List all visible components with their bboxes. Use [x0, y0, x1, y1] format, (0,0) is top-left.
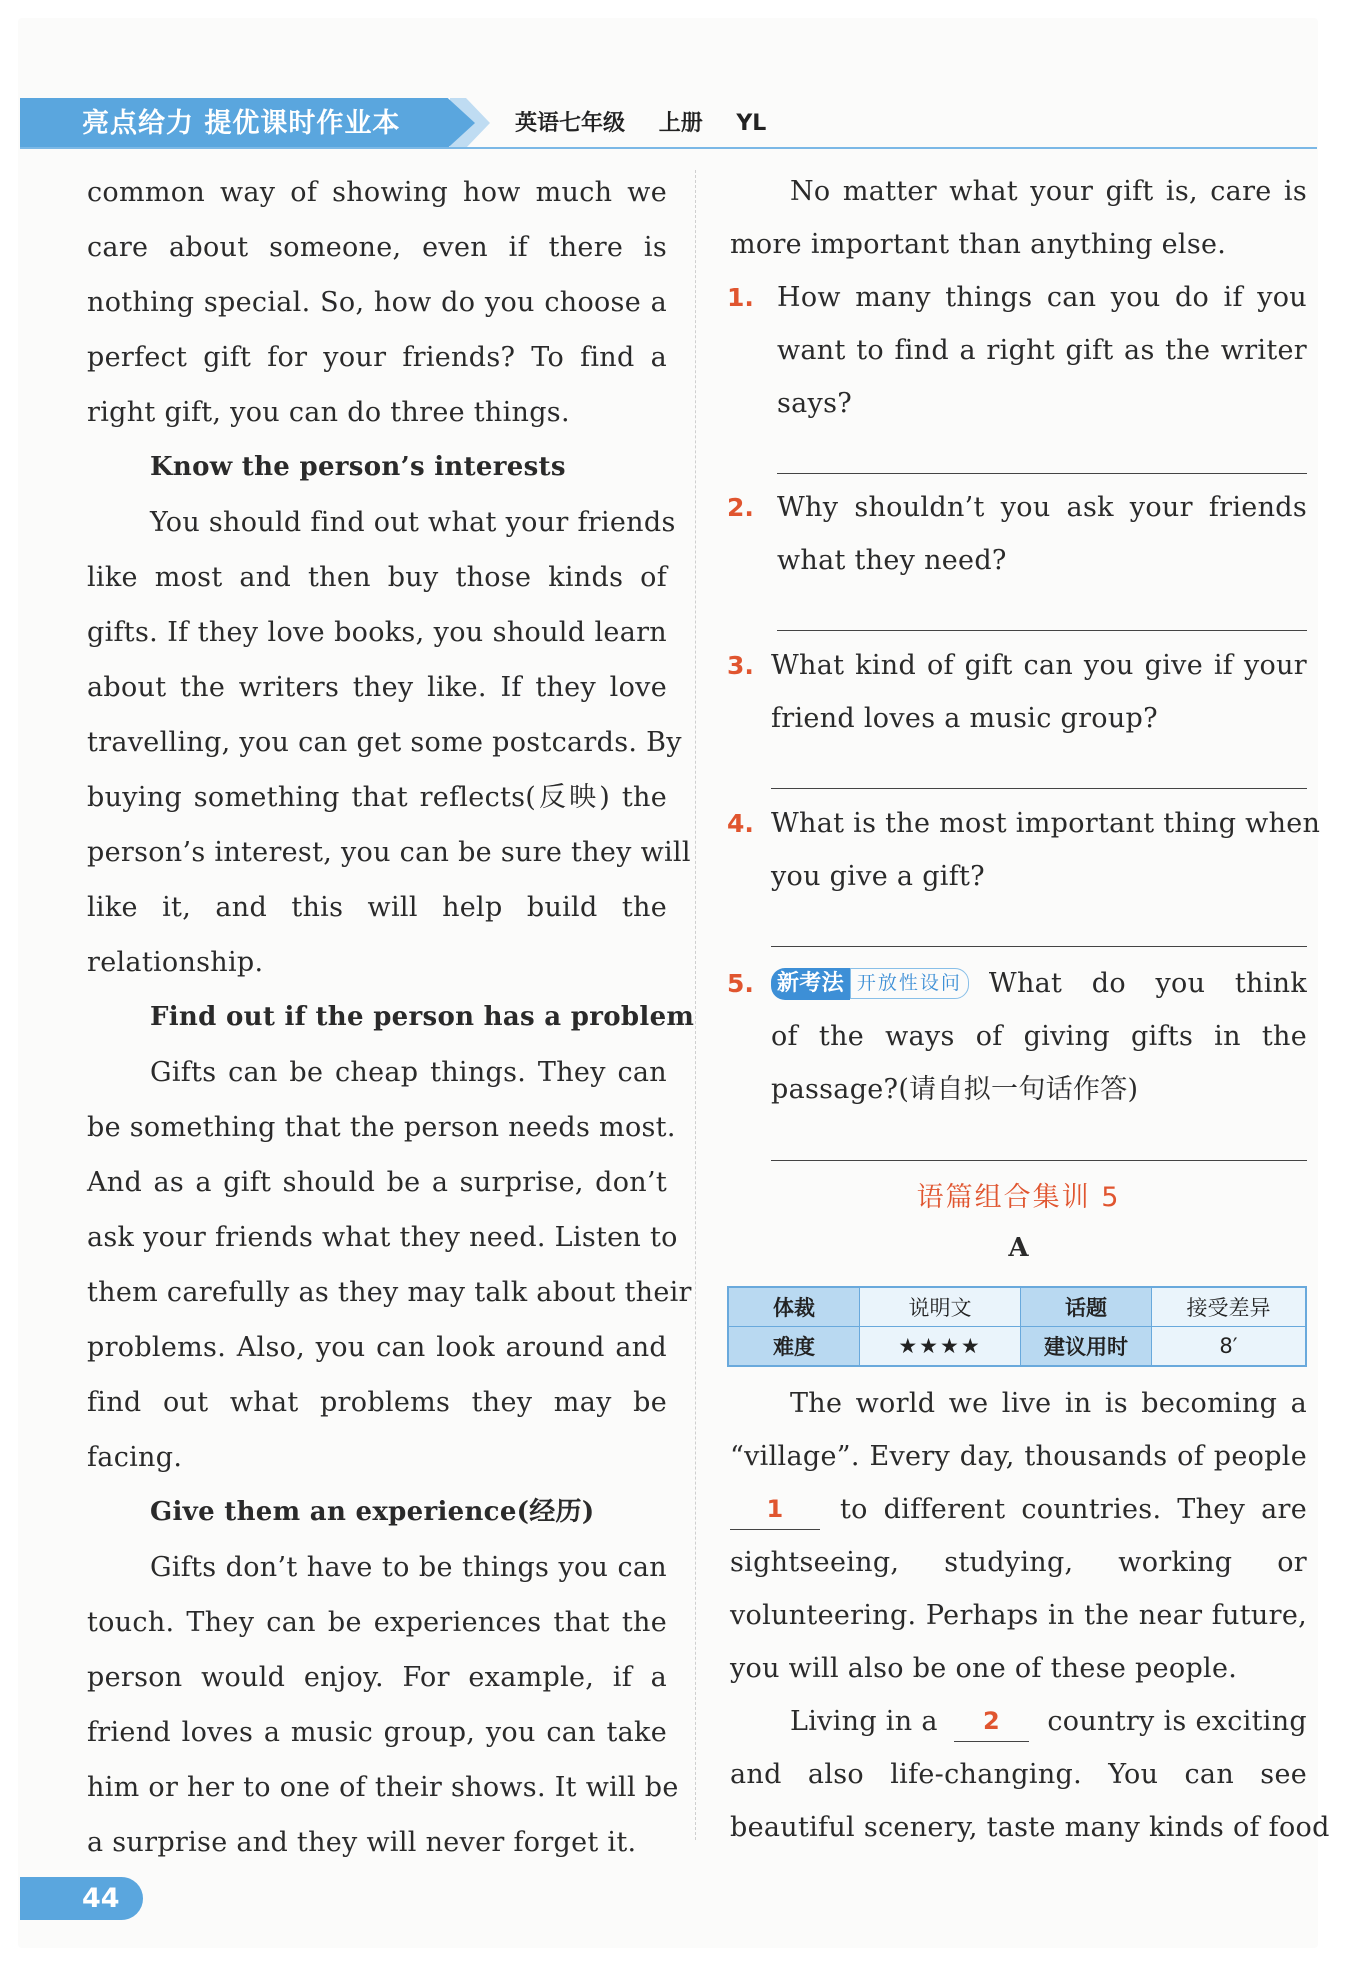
text-line: find out what problems they may be — [87, 1387, 667, 1418]
question-number: 2. — [727, 493, 754, 522]
time-label: 建议用时 — [1021, 1327, 1152, 1367]
text-line: What do you think — [988, 968, 1307, 999]
text-line: care about someone, even if there is — [87, 232, 667, 263]
question-number: 4. — [727, 809, 754, 838]
text-line: And as a gift should be a surprise, don’t — [87, 1167, 667, 1198]
section-title: 语篇组合集训 5 — [916, 1182, 1121, 1213]
text-line: be something that the person needs most. — [87, 1112, 676, 1143]
text-line: gifts. If they love books, you should learn — [87, 617, 667, 648]
time-value: 8′ — [1152, 1327, 1307, 1367]
text-line: relationship. — [87, 947, 264, 978]
subject-label: 英语七年级 — [515, 111, 626, 136]
text-line: person’s interest, you can be sure they will — [87, 837, 691, 868]
passage-a — [730, 1377, 1330, 1854]
text-line: Why shouldn’t you ask your friends — [777, 492, 1307, 523]
page-number: 44 — [20, 1877, 143, 1920]
section-heading: Find out if the person has a problem — [150, 1002, 695, 1032]
header-rule — [20, 147, 1317, 149]
answer-line[interactable] — [777, 630, 1307, 631]
text-line: beautiful scenery, taste many kinds of food — [730, 1812, 1330, 1843]
passage-info-table — [727, 1286, 1307, 1367]
text-line: like it, and this will help build the — [87, 892, 667, 923]
text-line: “village”. Every day, thousands of people — [730, 1441, 1307, 1472]
question-number: 5. — [727, 969, 754, 998]
text-line: No matter what your gift is, care is — [790, 176, 1307, 207]
text-line: person would enjoy. For example, if a — [87, 1662, 667, 1693]
right-intro — [730, 165, 1307, 271]
genre-label: 体裁 — [728, 1287, 860, 1327]
column-divider — [695, 170, 696, 1840]
section-heading: Know the person’s interests — [150, 452, 566, 482]
text-line: them carefully as they may talk about their — [87, 1277, 692, 1308]
text-line: What kind of gift can you give if your — [771, 650, 1307, 681]
answer-line[interactable] — [777, 473, 1307, 474]
text-line: perfect gift for your friends? To find a — [87, 342, 667, 373]
series-title: 亮点给力 提优课时作业本 — [82, 108, 401, 139]
text-line: Gifts can be cheap things. They can — [150, 1057, 667, 1088]
text-line: Gifts don’t have to be things you can — [150, 1552, 667, 1583]
text-line: what they need? — [777, 545, 1007, 576]
text-line: more important than anything else. — [730, 229, 1227, 260]
topic-label: 话题 — [1021, 1287, 1152, 1327]
text-line: buying something that reflects(反映) the — [87, 782, 667, 813]
blank-1[interactable]: 1 — [730, 1489, 820, 1530]
text-line: friend loves a music group? — [771, 703, 1158, 734]
text-line: passage?(请自拟一句话作答) — [771, 1074, 1139, 1105]
text-line: touch. They can be experiences that the — [87, 1607, 667, 1638]
text-line: says? — [777, 388, 853, 419]
text-segment: country is exciting — [1047, 1706, 1307, 1737]
question-text — [777, 481, 1307, 587]
question-text — [777, 271, 1307, 430]
text-line: want to find a right gift as the writer — [777, 335, 1307, 366]
text-line: You should find out what your friends — [150, 507, 676, 538]
text-line: him or her to one of their shows. It will be — [87, 1772, 679, 1803]
answer-line[interactable] — [771, 946, 1307, 947]
text-line: nothing special. So, how do you choose a — [87, 287, 667, 318]
text-line: How many things can you do if you — [777, 282, 1307, 313]
text-line: a surprise and they will never forget it. — [87, 1827, 637, 1858]
text-line: problems. Also, you can look around and — [87, 1332, 667, 1363]
blank-2[interactable]: 2 — [954, 1701, 1030, 1742]
question-text — [771, 797, 1321, 903]
difficulty-stars-icon: ★★★★ — [860, 1327, 1021, 1367]
open-question-badge: 开放性设问 — [850, 968, 969, 999]
question-number: 3. — [727, 651, 754, 680]
text-line: to different countries. They are — [840, 1494, 1307, 1525]
section-heading: Give them an experience(经历) — [150, 1497, 595, 1527]
volume-label: 上册 — [658, 111, 703, 136]
answer-line[interactable] — [771, 1160, 1307, 1161]
text-line: right gift, you can do three things. — [87, 397, 570, 428]
answer-line[interactable] — [771, 788, 1307, 789]
book-info — [515, 104, 792, 144]
text-line: volunteering. Perhaps in the near future, — [730, 1600, 1307, 1631]
text-line: facing. — [87, 1442, 183, 1473]
new-exam-badge: 新考法 — [771, 968, 850, 1000]
text-line: you will also be one of these people. — [730, 1653, 1238, 1684]
question-number: 1. — [727, 283, 754, 312]
text-line: travelling, you can get some postcards. By — [87, 727, 682, 758]
left-column — [87, 165, 695, 1870]
text-segment: Living in a — [790, 1706, 938, 1737]
text-line: you give a gift? — [771, 861, 985, 892]
difficulty-label: 难度 — [728, 1327, 860, 1367]
passage-letter: A — [1008, 1233, 1029, 1263]
text-line: ask your friends what they need. Listen to — [87, 1222, 678, 1253]
text-line: and also life-changing. You can see — [730, 1759, 1307, 1790]
text-line: The world we live in is becoming a — [790, 1388, 1307, 1419]
text-line: friend loves a music group, you can take — [87, 1717, 667, 1748]
question-text — [771, 639, 1307, 745]
text-line: of the ways of giving gifts in the — [771, 1021, 1307, 1052]
text-line: like most and then buy those kinds of — [87, 562, 667, 593]
genre-value: 说明文 — [860, 1287, 1021, 1327]
text-line: sightseeing, studying, working or — [730, 1547, 1307, 1578]
question-text — [771, 957, 1307, 1116]
text-line: What is the most important thing when — [771, 808, 1321, 839]
text-line: about the writers they like. If they love — [87, 672, 667, 703]
topic-value: 接受差异 — [1152, 1287, 1307, 1327]
text-line: common way of showing how much we — [87, 177, 667, 208]
edition-label: YL — [736, 111, 767, 136]
